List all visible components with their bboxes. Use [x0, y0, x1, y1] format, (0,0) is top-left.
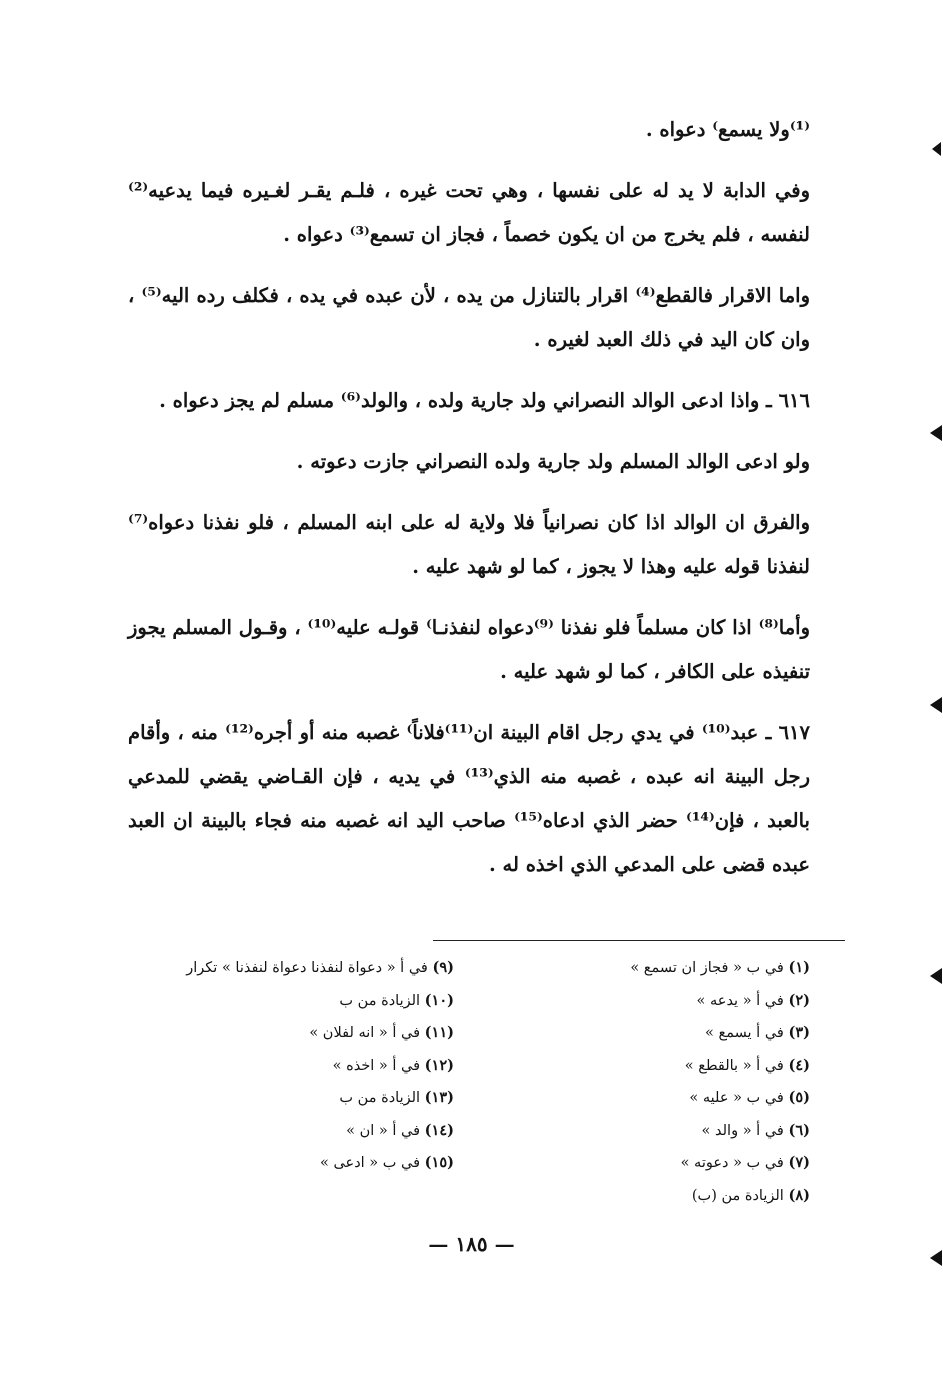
paragraph: ٦١٦ ـ واذا ادعى الوالد النصراني ولد جارية ولده ، والولد⁽⁶⁾ مسلم لم يجز دعواه . — [159, 389, 810, 412]
footnote-8: (٨) الزيادة من (ب) — [691, 1186, 810, 1204]
paragraph: واما الاقرار فالقطع⁽⁴⁾ اقرار بالتنازل من يده ، لأن عبده في يده ، فكلف رده اليه⁽⁵⁾ ، وان كان اليد في ذلك العبد لغيره . — [128, 284, 810, 351]
paragraph: وفي الدابة لا يد له على نفسها ، وهي تحت غيره ، فلـم يقـر لغـيره فيما يدعيه⁽²⁾ لنفسه ، فلم يخرج من ان يكون خصماً ، فجاز ان تسمع⁽³⁾ دعواه . — [128, 179, 810, 246]
footnote-15: (١٥) في ب « ادعى » — [319, 1154, 454, 1171]
footnote-5: (٥) في ب « عليه » — [689, 1089, 810, 1106]
footnote-2: (٢) في أ « يدعه » — [696, 991, 810, 1009]
paragraph: ولو ادعى الوالد المسلم ولد جارية ولده النصراني جازت دعوته . — [296, 450, 810, 473]
page-body — [128, 108, 810, 904]
footnote-7: (٧) في ب « دعوته » — [680, 1154, 810, 1171]
footnote-14: (١٤) في أ « ان » — [346, 1121, 454, 1139]
footnote-12: (١٢) في أ « اخذه » — [332, 1056, 454, 1074]
paragraph: ٦١٧ ـ عبد⁽¹⁰⁾ في يدي رجل اقام البينة ان⁽¹¹⁾فلاناً⁾ غصبه منه أو أجره⁽¹²⁾ منه ، وأقام رجل البينة انه عبده ، غصبه منه الذي⁽¹³⁾ في يديه ، فإن القـاضي يقضي للمدعي بالعبد ، فإن⁽¹⁴⁾ حضر الذي ادعاه⁽¹⁵⁾ صاحب اليد انه غصبه منه فجاء بالبينة ان العبد عبده قضى على المدعي الذي اخذه له . — [128, 721, 810, 876]
footnote-6: (٦) في أ « والد » — [701, 1121, 810, 1139]
footnote-4: (٤) في أ « بالقطع » — [684, 1056, 810, 1074]
footnote-1: (١) في ب « فجاز ان تسمع » — [630, 959, 810, 976]
footnote-13: (١٣) الزيادة من ب — [339, 1089, 454, 1106]
binding-mark — [930, 425, 942, 441]
footnote-9: (٩) في أ « دعواة لنفذنا دعواة لنفذنا » تكرار — [186, 959, 454, 976]
page-number: — ١٨٥ — — [428, 1232, 515, 1256]
footnotes — [150, 952, 810, 1202]
paragraph: ⁽¹⁾ولا يسمع⁾ دعواه . — [645, 118, 810, 141]
binding-mark — [932, 142, 941, 156]
binding-mark — [930, 697, 942, 713]
footnote-divider — [433, 940, 845, 941]
binding-mark — [930, 1250, 942, 1266]
footnote-10: (١٠) الزيادة من ب — [339, 991, 454, 1009]
binding-mark — [930, 968, 942, 984]
footnotes-right-column — [490, 952, 810, 1212]
footnote-3: (٣) في أ يسمع » — [705, 1024, 810, 1041]
paragraph: وأما⁽⁸⁾ اذا كان مسلماً فلو نفذنا ⁽⁹⁾دعواه لنفذنـا⁾ قولـه عليه⁽¹⁰⁾ ، وقـول المسلم يجوز تنفيذه على الكافر ، كما لو شهد عليه . — [128, 616, 810, 683]
footnote-11: (١١) في أ « انه لفلان » — [309, 1024, 454, 1041]
footnotes-left-column — [134, 952, 454, 1180]
paragraph: والفرق ان الوالد اذا كان نصرانياً فلا ولاية له على ابنه المسلم ، فلو نفذنا دعواه⁽⁷⁾ لنفذنا قوله عليه وهذا لا يجوز ، كما لو شهد عليه . — [128, 511, 810, 578]
